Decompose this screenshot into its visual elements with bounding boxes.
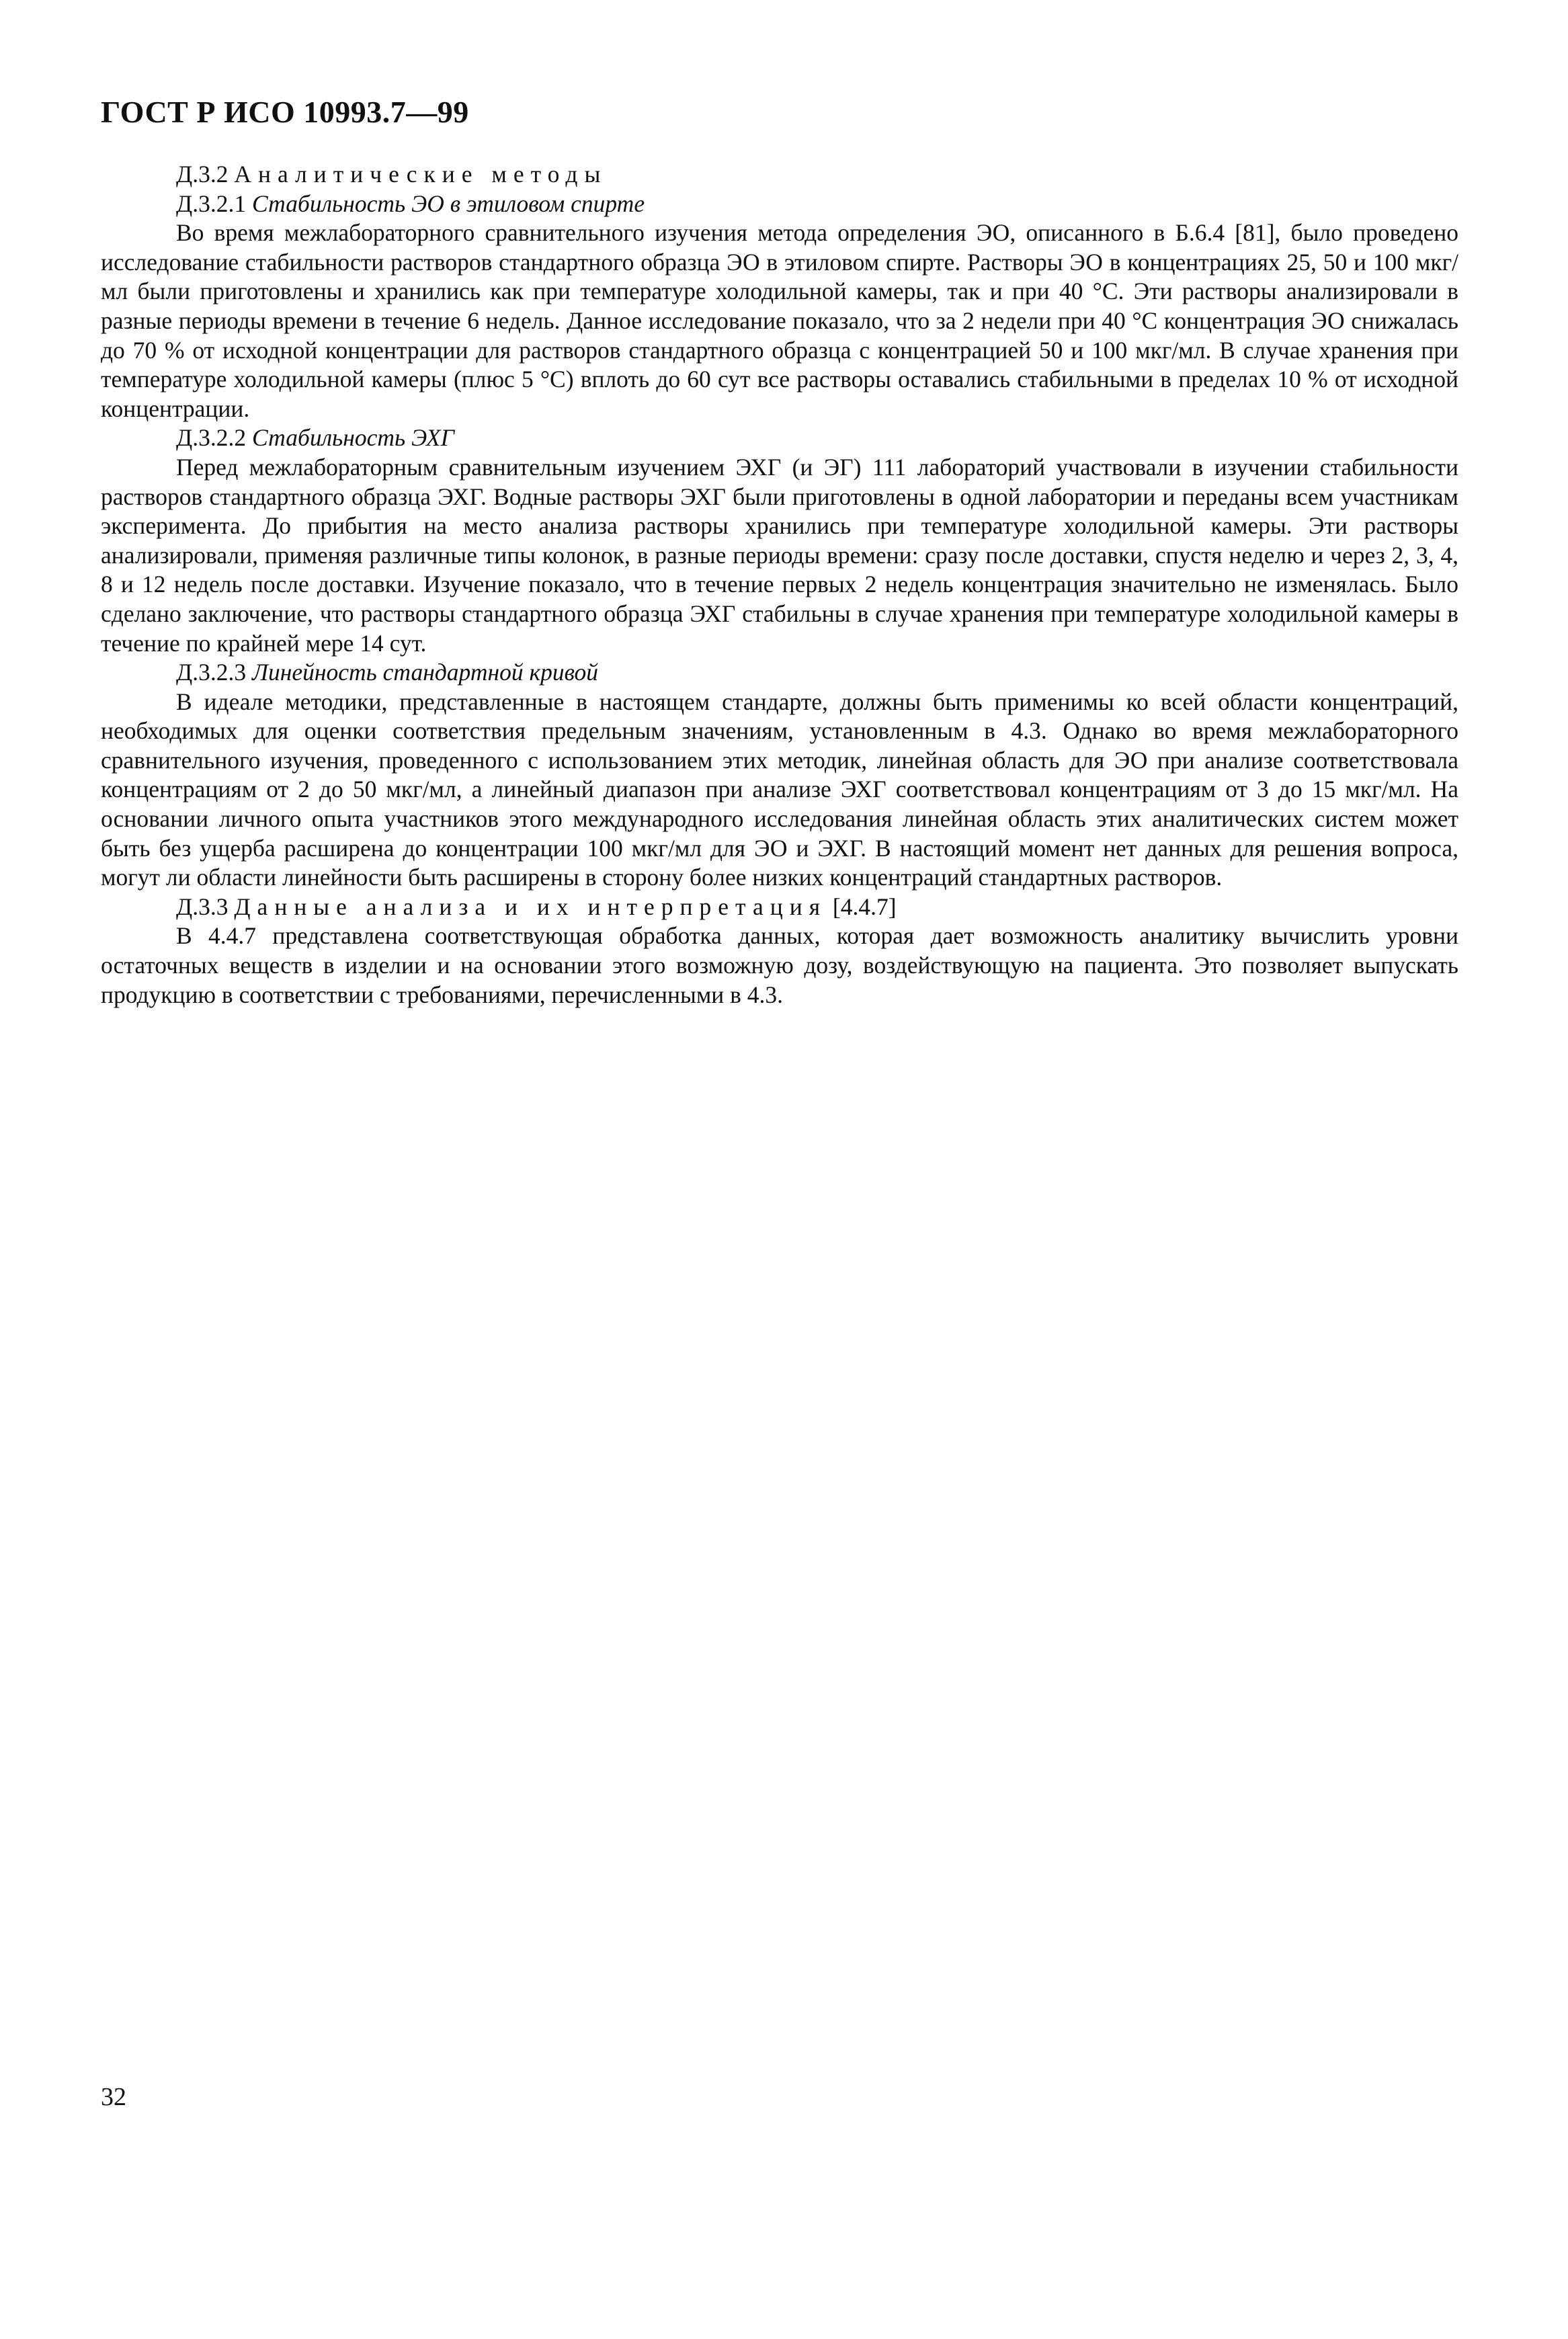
paragraph-d321: Во время межлабораторного сравнительного изучения метода определения ЭО, описанного в Б.6.4 [81], было проведено исследование стабильности растворов стандартного образца ЭО в этиловом спирте. Растворы ЭО в концентрациях 25, 50 и 100 мкг/мл были приготовлены и хранились как при температуре холодильной камеры, так и при 40 °С. Эти растворы анализировали в разные периоды времени в течение 6 недель. Данное исследование показало, что за 2 недели при 40 °С концентрация ЭО снижалась до 70 % от исходной концентрации для растворов стандартного образца с концентрацией 50 и 100 мкг/мл. В случае хранения при температуре холодильной камеры (плюс 5 °С) вплоть до 60 сут все растворы оставались стабильными в пределах 10 % от исходной концентрации. <box>101 219 1458 422</box>
page-number: 32 <box>101 2083 126 2111</box>
section-heading-d322 <box>101 423 1458 453</box>
section-number: Д.3.3 <box>176 893 229 920</box>
document-body <box>101 160 1458 1010</box>
section-number: Д.3.2.3 <box>176 659 247 686</box>
section-number: Д.3.2.2 <box>176 424 247 452</box>
document-header: ГОСТ Р ИСО 10993.7—99 <box>101 95 469 129</box>
section-number: Д.3.2 <box>176 161 229 188</box>
section-title: Стабильность ЭХГ <box>251 424 454 452</box>
section-title: Данные анализа и их интерпретация <box>234 893 827 920</box>
section-reference: [4.4.7] <box>832 893 897 920</box>
paragraph-d322: Перед межлабораторным сравнительным изучением ЭХГ (и ЭГ) 111 лабораторий участвовали в изучении стабильности растворов стандартного образца ЭХГ. Водные растворы ЭХГ были приготовлены в одной лаборатории и переданы всем участникам эксперимента. До прибытия на место анализа растворы хранились при температуре холодильной камеры. Эти растворы анализировали, применяя различные типы колонок, в разные периоды времени: сразу после доставки, спустя неделю и через 2, 3, 4, 8 и 12 недель после доставки. Изучение показало, что в течение первых 2 недель концентрация значительно не изменялась. Было сделано заключение, что растворы стандартного образца ЭХГ стабильны в случае хранения при температуре холодильной камеры в течение по крайней мере 14 сут. <box>101 453 1458 657</box>
section-heading-d323 <box>101 658 1458 688</box>
section-heading-d32 <box>101 160 1458 190</box>
section-heading-d321 <box>101 190 1458 219</box>
section-title: Линейность стандартной кривой <box>251 659 599 686</box>
section-number: Д.3.2.1 <box>176 190 247 217</box>
paragraph-d323: В идеале методики, представленные в настоящем стандарте, должны быть применимы ко всей области концентраций, необходимых для оценки соответствия предельным значениям, установленным в 4.3. Однако во время межлабораторного сравнительного изучения, проведенного с использованием этих методик, линейная область для ЭО при анализе соответствовала концентрациям от 2 до 50 мкг/мл, а линейный диапазон при анализе ЭХГ соответствовал концентрациям от 3 до 15 мкг/мл. На основании личного опыта участников этого международного исследования линейная область этих аналитических систем может быть без ущерба расширена до концентрации 100 мкг/мл для ЭО и ЭХГ. В настоящий момент нет данных для решения вопроса, могут ли области линейности быть расширены в сторону более низких концентраций стандартных растворов. <box>101 688 1458 891</box>
section-title: Стабильность ЭО в этиловом спирте <box>251 190 645 217</box>
section-title: Аналитические методы <box>234 161 608 188</box>
paragraph-d33: В 4.4.7 представлена соответствующая обработка данных, которая дает возможность аналитику вычислить уровни остаточных веществ в изделии и на основании этого возможную дозу, воздействующую на пациента. Это позволяет выпускать продукцию в соответствии с требованиями, перечисленными в 4.3. <box>101 922 1458 1008</box>
section-heading-d33 <box>101 893 1458 922</box>
